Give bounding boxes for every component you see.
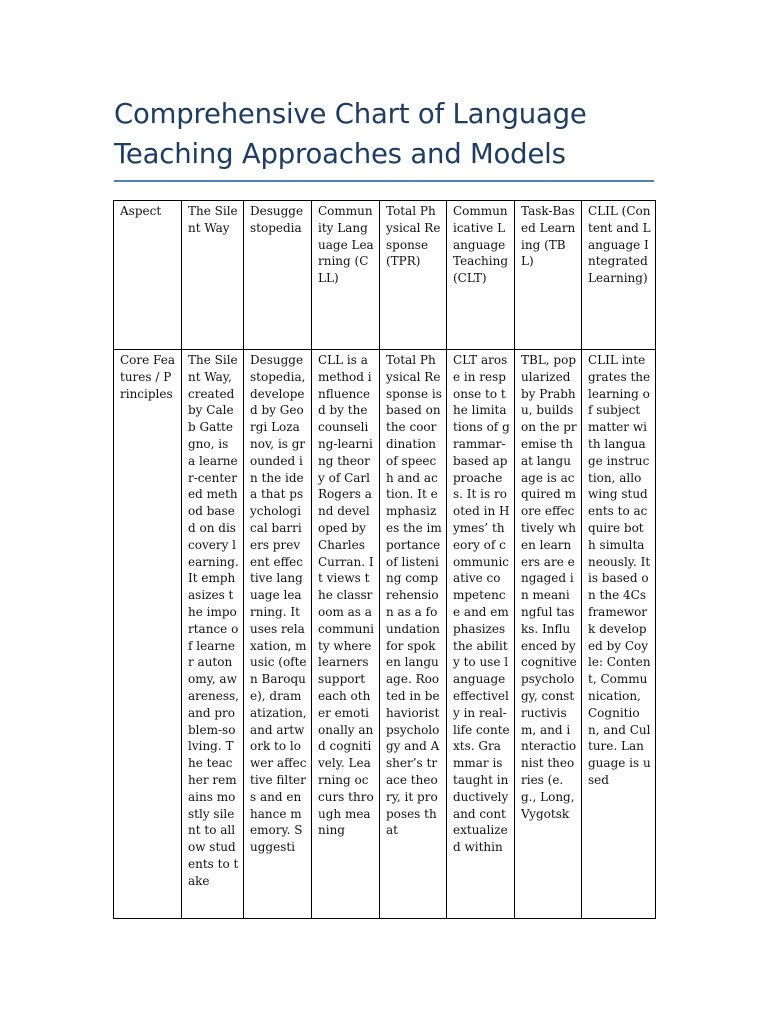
table-cell-text: CLL is a method influenced by the counseling-learning theory of Carl Rogers and developed by Charles Curran. It views the classroom as a community where learners support each other emotionally and cognitively. Learning occurs through meaning	[318, 353, 374, 838]
table-cell-text: Core Features / Principles	[120, 353, 175, 401]
approaches-table	[113, 200, 656, 919]
header-cell-tpr	[380, 201, 447, 350]
table-cell-silent-way	[182, 350, 244, 919]
header-cell-text: The Silent Way	[188, 204, 238, 235]
table-cell-text: Desuggestopedia, developed by Georgi Lozanov, is grounded in the idea that psychological barriers prevent effective language learning. It uses relaxation, music (often Baroque), dramatization, and artwork to lower affective filters and enhance memory. Suggesti	[250, 353, 307, 855]
header-cell-text: Communicative Language Teaching (CLT)	[453, 204, 509, 286]
table-cell-clt	[447, 350, 515, 919]
table-cell-desuggestopedia	[244, 350, 312, 919]
header-cell-silent-way	[182, 201, 244, 350]
header-cell-text: Aspect	[120, 204, 162, 218]
table-row	[114, 350, 656, 919]
table-cell-aspect	[114, 350, 182, 919]
header-cell-text: CLIL (Content and Language Integrated Learning)	[588, 204, 651, 286]
table-cell-tpr	[380, 350, 447, 919]
table-cell-clil	[582, 350, 656, 919]
table-header-row	[114, 201, 656, 350]
header-cell-cll	[312, 201, 380, 350]
header-cell-desuggestopedia	[244, 201, 312, 350]
header-cell-tbl	[515, 201, 582, 350]
table-cell-tbl	[515, 350, 582, 919]
table-cell-text: Total Physical Response is based on the coordination of speech and action. It emphasizes the importance of listening comprehension as a foundation for spoken language. Rooted in behaviorist psychology and Asher’s trace theory, it proposes that	[386, 353, 442, 838]
title-underline	[114, 180, 654, 182]
table-cell-text: CLIL integrates the learning of subject matter with language instruction, allowing students to acquire both simultaneously. It is based on the 4Cs framework developed by Coyle: Content, Communication, Cognition, and Culture. Language is used	[588, 353, 651, 787]
table-cell-text: The Silent Way, created by Caleb Gattegno, is a learner-centered method based on discovery learning. It emphasizes the importance of learner autonomy, awareness, and problem-solving. The teacher remains mostly silent to allow students to take	[188, 353, 239, 888]
table-cell-text: CLT arose in response to the limitations of grammar-based approaches. It is rooted in Hymes’ theory of communicative competence and emphasizes the ability to use language effectively in real-life contexts. Grammar is taught inductively and contextualized within	[453, 353, 510, 855]
header-cell-aspect	[114, 201, 182, 350]
header-cell-clil	[582, 201, 656, 350]
header-cell-clt	[447, 201, 515, 350]
document-title: Comprehensive Chart of Language Teaching Approaches and Models	[114, 98, 587, 170]
table-cell-cll	[312, 350, 380, 919]
header-cell-text: Community Language Learning (CLL)	[318, 204, 374, 286]
header-cell-text: Desuggestopedia	[250, 204, 304, 235]
header-cell-text: Task-Based Learning (TBL)	[521, 204, 576, 269]
table-cell-text: TBL, popularized by Prabhu, builds on the premise that language is acquired more effectively when learners are engaged in meaningful tasks. Influenced by cognitive psychology, constructivism, and interactionist theories (e.g., Long, Vygotsk	[521, 353, 577, 821]
header-cell-text: Total Physical Response (TPR)	[386, 204, 441, 269]
